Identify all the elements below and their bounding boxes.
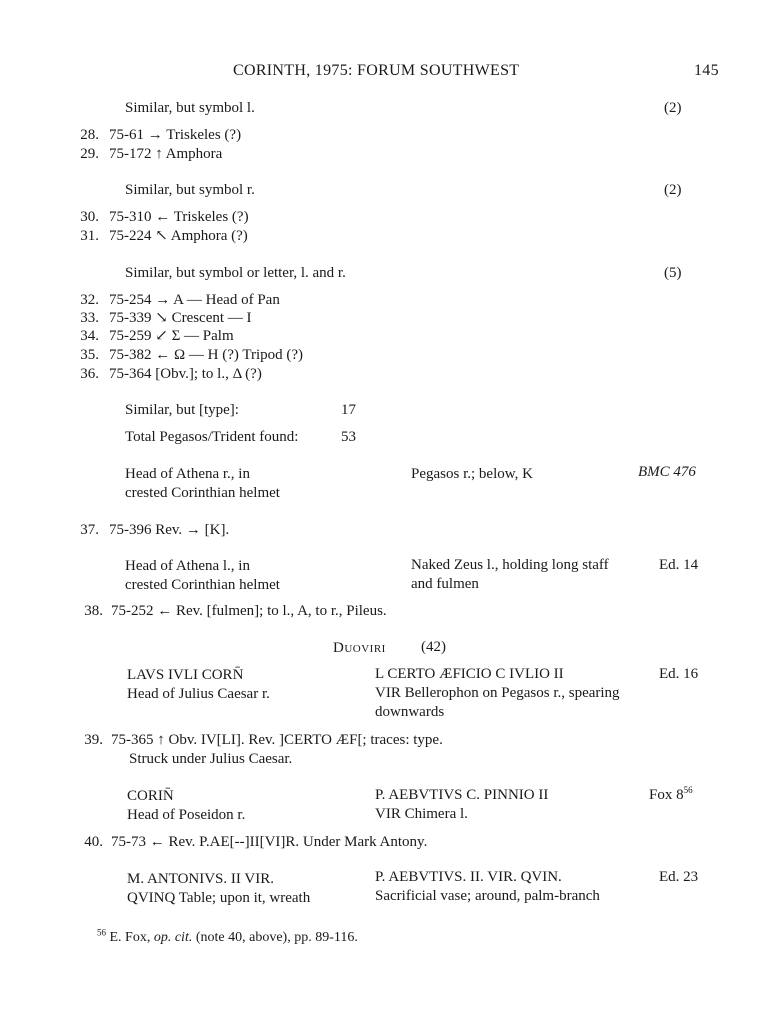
obverse-legend: M. ANTONIVS. II VIR.: [127, 871, 274, 887]
reverse-description: downwards: [375, 704, 445, 720]
reference-text: Fox 8: [649, 787, 684, 803]
entry-text: 75-365 ↑ Obv. IV[LI]. Rev. ]CERTO ÆF[; traces: type.: [111, 732, 443, 748]
section-count: (42): [421, 639, 446, 655]
footnote-author: E. Fox,: [109, 930, 151, 945]
reverse-description: VIR Chimera l.: [375, 806, 468, 822]
entry-text: 75-382 ← Ω — H (?) Tripod (?): [109, 347, 304, 363]
entry-text: 75-224 ↖ Amphora (?): [109, 228, 248, 244]
entry-text: 75-254 → A — Head of Pan: [109, 292, 280, 308]
entry-number: 34.: [80, 328, 99, 344]
footnote-marker: 56: [683, 785, 693, 795]
obverse-description: Head of Athena l., in: [125, 558, 250, 574]
section-heading: Similar, but symbol l.: [125, 100, 255, 116]
footnote-marker: 56: [97, 927, 106, 938]
section-heading: Similar, but symbol r.: [125, 182, 255, 198]
reverse-description: Naked Zeus l., holding long staff: [411, 557, 609, 573]
entry-number: 28.: [80, 127, 99, 143]
total-found-label: Total Pegasos/Trident found:: [125, 429, 299, 445]
entry-text: 75-252 ← Rev. [fulmen]; to l., A, to r., Pileus.: [111, 603, 387, 619]
reverse-legend: P. AEBVTIVS C. PINNIO II: [375, 787, 549, 803]
catalogue-reference: BMC 476: [638, 464, 696, 480]
entry-number: 33.: [80, 310, 99, 326]
reverse-description: Pegasos r.; below, K: [411, 466, 533, 482]
entry-text: 75-396 Rev. → [K].: [109, 522, 230, 538]
section-count: (2): [664, 100, 682, 116]
entry-number: 40.: [84, 834, 103, 850]
reverse-description: and fulmen: [411, 576, 479, 592]
obverse-legend: CORIN̄: [127, 788, 174, 804]
catalogue-reference: Ed. 16: [659, 666, 699, 682]
entry-text: 75-310 ← Triskeles (?): [109, 209, 249, 225]
entry-text: 75-172 ↑ Amphora: [109, 146, 223, 162]
obverse-description: Head of Athena r., in: [125, 466, 250, 482]
entry-text: 75-339 ↘ Crescent — I: [109, 310, 252, 326]
entry-text: 75-259 ↙ Σ — Palm: [109, 328, 234, 344]
section-heading-duoviri: Duoviri: [333, 640, 386, 656]
section-heading: Similar, but symbol or letter, l. and r.: [125, 265, 346, 281]
footnote: [97, 928, 358, 947]
reverse-legend: L CERTO ÆFICIO C IVLIO II: [375, 666, 564, 682]
running-head: CORINTH, 1975: FORUM SOUTHWEST: [233, 62, 520, 79]
entry-number: 32.: [80, 292, 99, 308]
entry-number: 39.: [84, 732, 103, 748]
entry-text: 75-73 ← Rev. P.AE[--]II[VI]R. Under Mark Antony.: [111, 834, 428, 850]
reverse-description: Sacrificial vase; around, palm-branch: [375, 888, 600, 904]
entry-text: Struck under Julius Caesar.: [129, 751, 293, 767]
page-number: 145: [694, 62, 719, 79]
entry-number: 37.: [80, 522, 99, 538]
entry-text: 75-364 [Obv.]; to l., Δ (?): [109, 366, 262, 382]
section-count: (5): [664, 265, 682, 281]
entry-number: 36.: [80, 366, 99, 382]
section-count: (2): [664, 182, 682, 198]
total-found-value: 53: [341, 429, 356, 445]
obverse-legend: LAVS IVLI CORN̄: [127, 667, 244, 683]
entry-number: 35.: [80, 347, 99, 363]
footnote-op-cit: op. cit.: [153, 930, 193, 945]
similar-type-value: 17: [341, 402, 356, 418]
obverse-description: crested Corinthian helmet: [125, 577, 280, 593]
similar-type-label: Similar, but [type]:: [125, 402, 239, 418]
reverse-legend: P. AEBVTIVS. II. VIR. QVIN.: [375, 869, 562, 885]
entry-number: 31.: [80, 228, 99, 244]
catalogue-reference: Ed. 23: [659, 869, 699, 885]
obverse-description: Head of Julius Caesar r.: [127, 686, 270, 702]
entry-number: 30.: [80, 209, 99, 225]
reverse-description: VIR Bellerophon on Pegasos r., spearing: [375, 685, 620, 701]
entry-number: 38.: [84, 603, 103, 619]
catalogue-reference: Ed. 14: [659, 557, 699, 573]
catalogue-reference: [649, 786, 693, 805]
entry-text: 75-61 → Triskeles (?): [109, 127, 242, 143]
obverse-description: QVINQ Table; upon it, wreath: [127, 890, 311, 906]
obverse-description: Head of Poseidon r.: [127, 807, 246, 823]
footnote-citation: (note 40, above), pp. 89-116.: [195, 930, 358, 945]
obverse-description: crested Corinthian helmet: [125, 485, 280, 501]
entry-number: 29.: [80, 146, 99, 162]
